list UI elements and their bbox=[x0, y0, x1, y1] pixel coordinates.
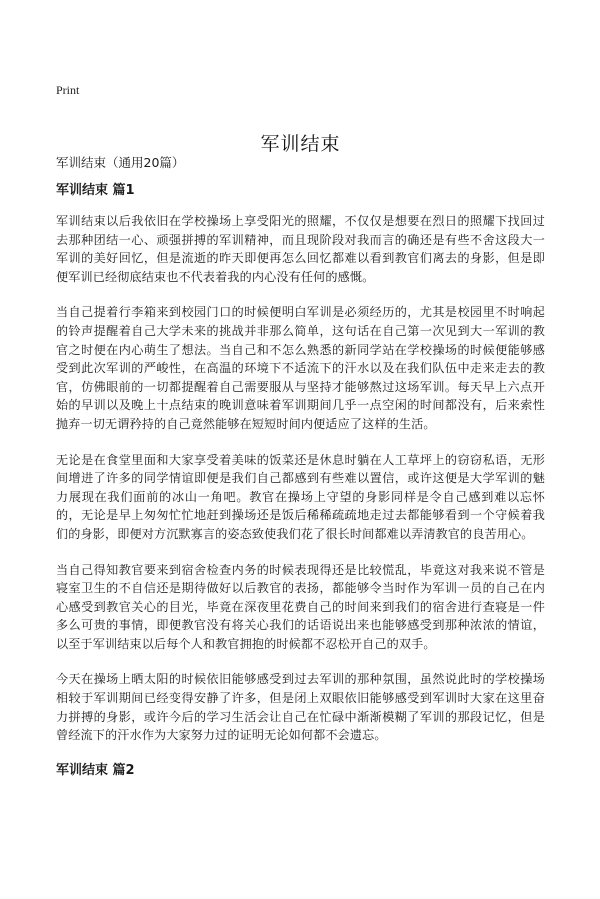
paragraph-5: 今天在操场上晒太阳的时候依旧能够感受到过去军训的那种氛围，虽然说此时的学校操场相较于军训期间已经变得安静了许多，但是闭上双眼依旧能够感受到军训时大家在这里奋力拼搏的身影，或许今后的学习生活会让自己在忙碌中渐渐模糊了军训的那段记忆，但是曾经流下的汗水作为大家努力过的证明无论如何都不会遗忘。 bbox=[56, 672, 545, 743]
document-title: 军训结束 bbox=[260, 132, 341, 155]
section-heading-2: 军训结束 篇2 bbox=[56, 762, 135, 778]
paragraph-1: 军训结束以后我依旧在学校操场上享受阳光的照耀，不仅仅是想要在烈日的照耀下找回过去那种团结一心、顽强拼搏的军训精神，而且现阶段对我而言的确还是有些不舍这段大一军训的美好回忆，但是流逝的昨天即便再怎么回忆都难以看到教官们离去的身影，但是即便军训已经彻底结束也不代表着我的内心没有任何的感慨。 bbox=[56, 214, 545, 284]
section-heading-1: 军训结束 篇1 bbox=[56, 183, 135, 198]
paragraph-3: 无论是在食堂里面和大家享受着美味的饭菜还是休息时躺在人工草坪上的窃窃私语，无形间增进了许多的同学情谊即便是我们自己都感到有些难以置信，或许这便是大学军训的魅力展现在我们面前的冰山一角吧。教官在操场上守望的身影同样是令自己感到难以忘怀的，无论是早上匆匆忙忙地赶到操场还是饭后稀稀疏疏地走过去都能够看到一个守候着我们的身影，即便对方沉默寡言的姿态致使我们花了很长时间都难以弄清教官的良苦用心。 bbox=[56, 452, 545, 541]
document-subtitle: 军训结束（通用20篇） bbox=[56, 155, 185, 170]
print-label[interactable]: Print bbox=[56, 83, 80, 97]
document-content bbox=[56, 182, 545, 792]
paragraph-4: 当自己得知教官要来到宿舍检查内务的时候表现得还是比较慌乱，毕竟这对我来说不管是寝室卫生的不自信还是期待做好以后教官的表扬，都能够令当时作为军训一员的自己在内心感受到教官关心的目光，毕竟在深夜里花费自己的时间来到我们的宿舍进行查寝是一件多么可贵的事情，即便教官没有将关心我们的话语说出来也能够感受到那种浓浓的情谊，以至于军训结束以后每个人和教官拥抱的时候都不忍松开自己的双手。 bbox=[56, 562, 545, 651]
paragraph-2: 当自己提着行李箱来到校园门口的时候便明白军训是必须经历的，尤其是校园里不时响起的铃声提醒着自己大学未来的挑战并非那么简单，这句话在自己第一次见到大一军训的教官之时便在内心萌生了想法。当自己和不怎么熟悉的新同学站在学校操场的时候便能够感受到此次军训的严峻性，在高温的环境下不适流下的汗水以及在我们队伍中走来走去的教官，仿佛眼前的一切都提醒着自己需要服从与坚持才能够熬过这场军训。每天早上六点开始的早训以及晚上十点结束的晚训意味着军训期间几乎一点空闲的时间都没有，后来索性抛弃一切无谓矜持的自己竟然能够在短短时间内便适应了这样的生活。 bbox=[56, 305, 545, 431]
